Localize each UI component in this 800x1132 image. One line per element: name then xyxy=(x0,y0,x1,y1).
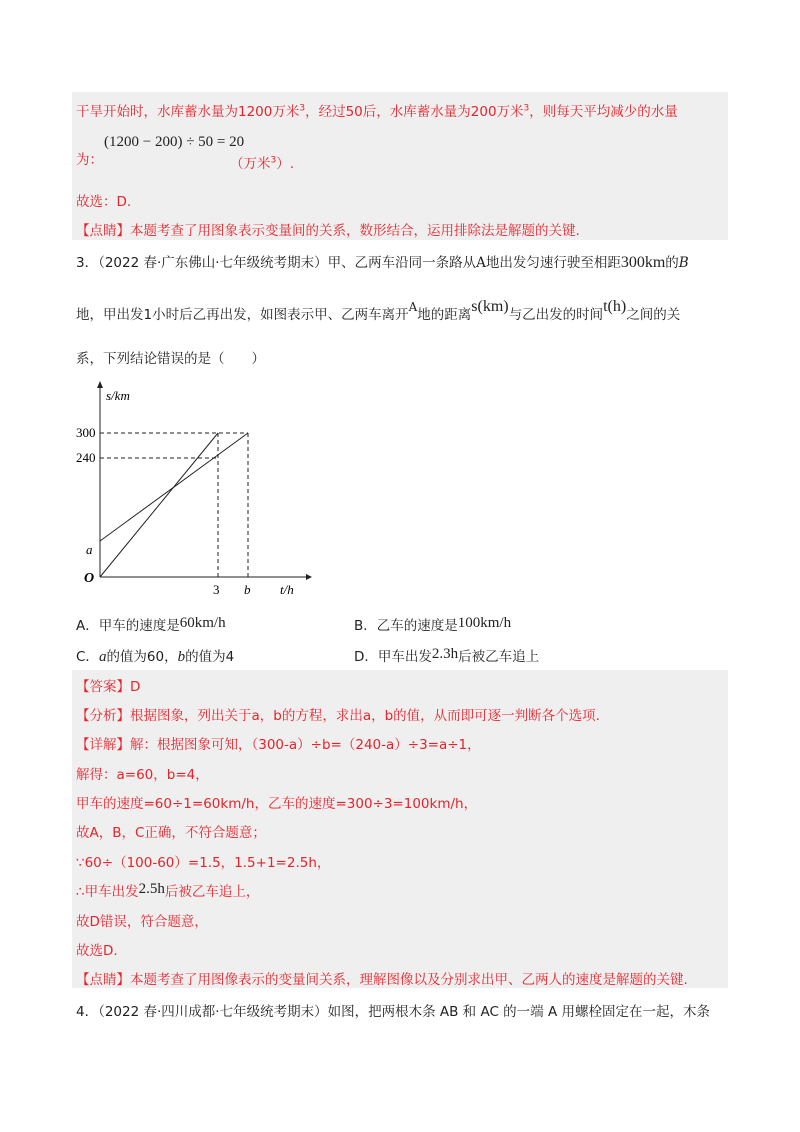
answer-value: D xyxy=(130,679,141,695)
detail-text: 解：根据图象可知，（300-a）÷b=（240-a）÷3=a÷1， xyxy=(130,737,481,753)
question-text: 如图，把两根木条 AB 和 AC 的一端 A 用螺栓固定在一起，木条 xyxy=(327,1004,710,1020)
text: 地的距离 xyxy=(417,307,472,323)
option-label: D．甲车出发 xyxy=(354,649,432,665)
option-value: 2.3h xyxy=(431,646,459,662)
text: 的 xyxy=(665,255,679,271)
text: ∴甲车出发 xyxy=(76,884,139,900)
var-a: a xyxy=(98,649,107,665)
car-jia-line xyxy=(100,433,248,541)
prev-solution-line-2 xyxy=(76,148,103,168)
y-axis-label: s/km xyxy=(106,388,130,403)
x-axis-arrow xyxy=(306,574,312,580)
car-yi-line xyxy=(100,433,218,577)
option-value: 100km/h xyxy=(457,615,512,631)
analysis-tag: 【分析】 xyxy=(76,708,130,724)
x-tick-b: b xyxy=(244,582,251,597)
q4-line-1 xyxy=(76,1000,710,1020)
prev-solution-line-1 xyxy=(76,100,678,120)
var-A: A xyxy=(476,255,486,271)
text: ）. xyxy=(276,156,295,172)
superscript: 3 xyxy=(299,103,306,114)
q3-since: ∵60÷（100-60）=1.5，1.5+1=2.5h， xyxy=(76,855,331,871)
y-axis-arrow xyxy=(97,381,103,388)
option-label: C． xyxy=(76,649,99,665)
option-d[interactable] xyxy=(354,645,539,666)
q3-comment xyxy=(76,968,688,988)
q3-detail xyxy=(76,733,481,753)
prev-solution-unit xyxy=(230,152,294,172)
text: 与乙出发的时间 xyxy=(508,307,604,323)
option-value: 60km/h xyxy=(179,615,226,631)
comment-tag: 【点睛】 xyxy=(76,972,130,988)
q3-line-3: 系，下列结论错误的是（ ） xyxy=(76,351,265,367)
text: ，经过50后，水库蓄水量为200万米 xyxy=(305,104,524,120)
option-label: B．乙车的速度是 xyxy=(354,618,458,634)
origin-label: O xyxy=(84,571,95,586)
comment-text: 本题考查了用图象表示变量间的关系，数形结合，运用排除法是解题的关键. xyxy=(130,223,580,239)
var-s: s(km) xyxy=(471,298,509,315)
x-tick-3: 3 xyxy=(213,582,220,597)
var-A: A xyxy=(408,300,418,314)
question-source: （2022 春·广东佛山·七年级统考期末） xyxy=(98,255,328,271)
text: 为： xyxy=(76,152,103,168)
superscript: 3 xyxy=(270,155,277,166)
comment-tag: 【点睛】 xyxy=(76,223,130,239)
x-axis-label: t/h xyxy=(280,582,294,597)
q3-choose: 故选D. xyxy=(76,943,118,959)
q3-line-2 xyxy=(76,298,681,324)
option-a[interactable] xyxy=(76,614,226,635)
answer-tag: 【答案】 xyxy=(76,679,130,695)
text: 甲、乙两车沿同一条路从 xyxy=(327,255,477,271)
q3-answer xyxy=(76,675,140,695)
option-c[interactable] xyxy=(76,645,234,666)
text: 地出发匀速行驶至相距 xyxy=(485,255,621,271)
prev-solution-formula xyxy=(104,134,244,151)
var-t: t(h) xyxy=(603,298,627,315)
var-b: b xyxy=(177,649,186,665)
q3-therefore xyxy=(76,880,259,901)
option-label: A．甲车的速度是 xyxy=(76,618,180,634)
prev-solution-answer: 故选：D. xyxy=(76,194,132,210)
question-source: （2022 春·四川成都·七年级统考期末） xyxy=(98,1004,328,1020)
text: ，则每天平均减少的水量 xyxy=(529,104,678,120)
comment-text: 本题考查了用图像表示的变量间关系，理解图像以及分别求出甲、乙两人的速度是解题的关键. xyxy=(130,972,688,988)
q3-speeds: 甲车的速度=60÷1=60km/h，乙车的速度=300÷3=100km/h， xyxy=(76,796,478,812)
text: （万米 xyxy=(230,156,271,172)
q3-line-1 xyxy=(76,251,689,272)
prev-solution-comment xyxy=(76,219,580,239)
y-tick-300: 300 xyxy=(76,425,96,440)
y-tick-a: a xyxy=(86,542,93,557)
question-number: 4． xyxy=(76,1004,99,1020)
text: 干旱开始时，水库蓄水量为1200万米 xyxy=(76,104,300,120)
y-tick-240: 240 xyxy=(76,450,96,465)
q3-analysis xyxy=(76,704,600,724)
distance-value: 300km xyxy=(620,254,666,271)
option-b[interactable] xyxy=(354,614,511,635)
text: 后被乙车追上， xyxy=(164,884,260,900)
text: 地，甲出发1小时后乙再出发，如图表示甲、乙两车离开 xyxy=(76,307,409,323)
detail-tag: 【详解】 xyxy=(76,737,130,753)
formula: (1200 − 200) ÷ 50 = 20 xyxy=(104,134,245,150)
var-B: B xyxy=(678,255,689,271)
time-value: 2.5h xyxy=(138,881,165,897)
analysis-text: 根据图象，列出关于a，b的方程，求出a，b的值，从而即可逐一判断各个选项. xyxy=(130,708,600,724)
q3-abc-correct: 故A，B，C正确，不符合题意； xyxy=(76,825,266,841)
distance-time-graph xyxy=(76,378,316,602)
q3-d-wrong: 故D错误，符合题意， xyxy=(76,914,208,930)
text: 之间的关 xyxy=(626,307,681,323)
question-number: 3． xyxy=(76,255,99,271)
superscript: 3 xyxy=(523,103,530,114)
text: 的值为4 xyxy=(185,649,235,665)
text: 后被乙车追上 xyxy=(458,649,540,665)
text: 的值为60， xyxy=(106,649,178,665)
q3-solve: 解得：a=60，b=4， xyxy=(76,767,209,783)
